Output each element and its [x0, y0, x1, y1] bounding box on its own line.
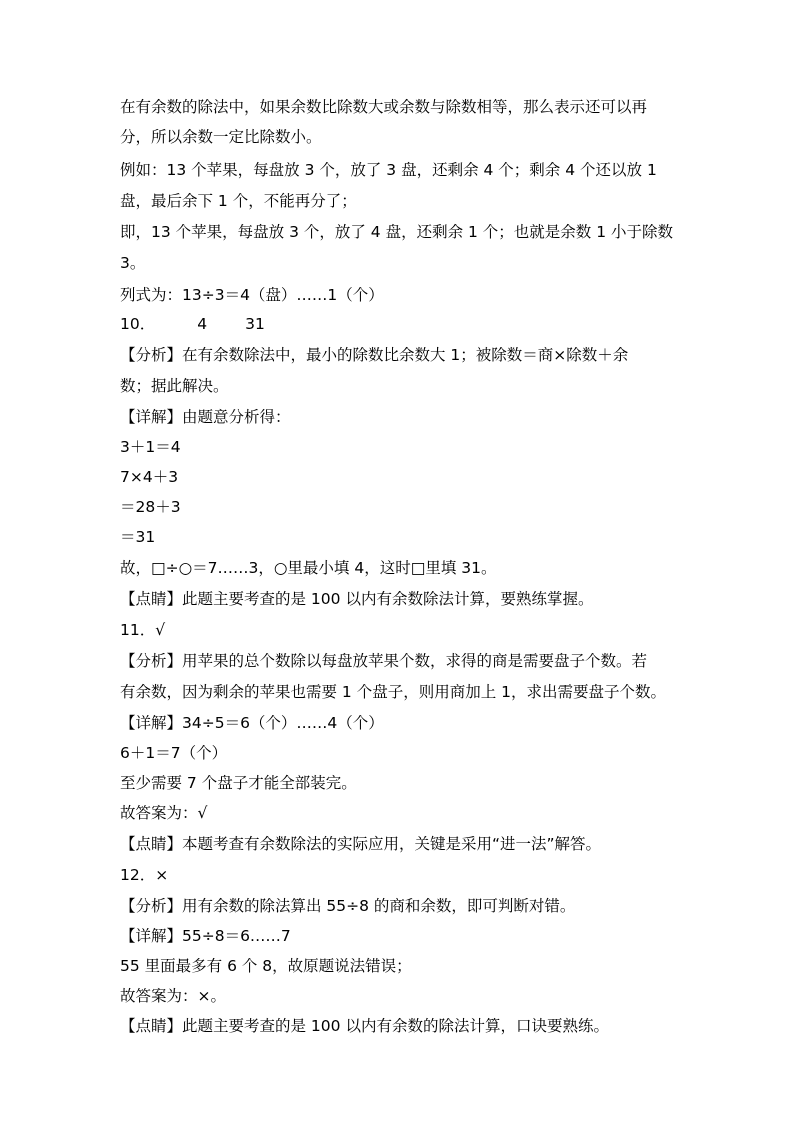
- question-number-line: 12．×: [120, 866, 169, 884]
- text-line: 例如：13 个苹果，每盘放 3 个，放了 3 盘，还剩余 4 个；剩余 4 个还以放 1: [120, 161, 657, 179]
- text-line: 故，□÷○＝7……3，○里最小填 4，这时□里填 31。: [120, 559, 497, 577]
- analysis-line: 【分析】在有余数除法中，最小的除数比余数大 1；被除数＝商×除数＋余: [120, 346, 629, 364]
- comment-line: 【点睛】本题考查有余数除法的实际应用，关键是采用“进一法”解答。: [120, 835, 602, 853]
- answer-blank-1: 4: [197, 315, 208, 333]
- comment-line: 【点睛】此题主要考查的是 100 以内有余数除法计算，要熟练掌握。: [120, 590, 594, 608]
- equation-line: 7×4＋3: [120, 468, 179, 486]
- text-line: 分，所以余数一定比除数小。: [120, 128, 322, 146]
- equation-line: 3＋1＝4: [120, 438, 181, 456]
- text-line: 列式为：13÷3＝4（盘）……1（个）: [120, 286, 384, 304]
- answer-line: 故答案为：√: [120, 804, 208, 822]
- detail-line: 【详解】34÷5＝6（个）……4（个）: [120, 714, 384, 732]
- equation-line: 6＋1＝7（个）: [120, 744, 228, 762]
- question-number-line: 11．√: [120, 621, 166, 639]
- analysis-line: 【分析】用有余数的除法算出 55÷8 的商和余数，即可判断对错。: [120, 897, 576, 915]
- text-line: 55 里面最多有 6 个 8，故原题说法错误；: [120, 957, 412, 975]
- equation-line: ＝28＋3: [120, 498, 181, 516]
- text-line: 在有余数的除法中，如果余数比除数大或余数与除数相等，那么表示还可以再: [120, 98, 648, 116]
- comment-line: 【点睛】此题主要考查的是 100 以内有余数的除法计算，口诀要熟练。: [120, 1017, 609, 1035]
- detail-line: 【详解】55÷8＝6……7: [120, 927, 291, 945]
- question-10-answer-line: [120, 314, 700, 334]
- answer-blank-2: 31: [245, 315, 265, 333]
- text-line: 数；据此解决。: [120, 377, 229, 395]
- text-line: 盘，最后余下 1 个，不能再分了；: [120, 192, 357, 210]
- text-line: 至少需要 7 个盘子才能全部装完。: [120, 774, 357, 792]
- text-line: 即，13 个苹果，每盘放 3 个，放了 4 盘，还剩余 1 个；也就是余数 1 小于除数: [120, 223, 674, 241]
- equation-line: ＝31: [120, 528, 156, 546]
- detail-line: 【详解】由题意分析得：: [120, 408, 291, 426]
- text-line: 3。: [120, 254, 146, 272]
- answer-line: 故答案为：×。: [120, 987, 226, 1005]
- question-number: 10．: [120, 315, 156, 333]
- analysis-line: 【分析】用苹果的总个数除以每盘放苹果个数，求得的商是需要盘子个数。若: [120, 652, 648, 670]
- text-line: 有余数，因为剩余的苹果也需要 1 个盘子，则用商加上 1，求出需要盘子个数。: [120, 683, 667, 701]
